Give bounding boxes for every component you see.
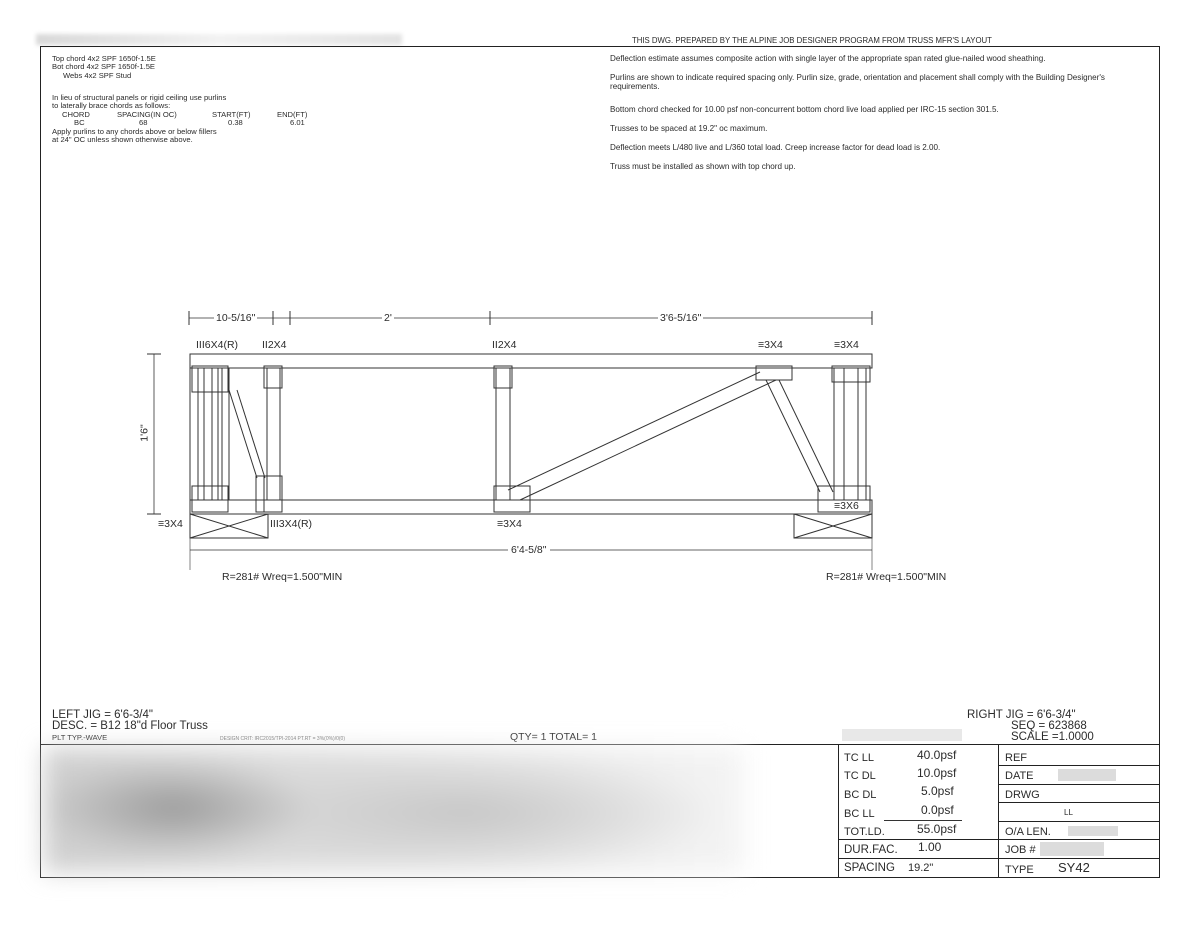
left-support bbox=[190, 514, 268, 538]
load-value-tcll: 40.0psf bbox=[917, 748, 957, 762]
dur-fac-value: 1.00 bbox=[918, 840, 942, 854]
plate-label-bottom-3: ≡3X4 bbox=[497, 518, 522, 530]
plate-label-top-2: II2X4 bbox=[262, 339, 287, 351]
purlin-intro-1: In lieu of structural panels or rigid ceiling use purlins bbox=[52, 93, 227, 102]
sequence: SEQ = 623868 bbox=[1011, 720, 1087, 732]
plate-6x4-top-left bbox=[192, 366, 228, 392]
web-diagonal-long-a bbox=[508, 372, 760, 490]
note-deflection-estimate: Deflection estimate assumes composite action with single layer of the appropriate span rated glue-nailed wood sheathing. bbox=[610, 54, 1046, 63]
scale: SCALE =1.0000 bbox=[1011, 731, 1094, 743]
right-support bbox=[794, 514, 872, 538]
load-value-total: 55.0psf bbox=[917, 822, 957, 836]
web-diagonal-long-b bbox=[520, 380, 776, 500]
plate-3x4r-bottom bbox=[256, 476, 282, 512]
sum-rule bbox=[884, 820, 962, 821]
dim-top-1: 10-5/16" bbox=[216, 312, 256, 324]
web-diagonal-right-a bbox=[766, 380, 820, 492]
program-line: THIS DWG. PREPARED BY THE ALPINE JOB DESIGNER PROGRAM FROM TRUSS MFR'S LAYOUT bbox=[632, 36, 992, 45]
quantity: QTY= 1 TOTAL= 1 bbox=[510, 731, 597, 743]
redacted-field-top bbox=[842, 729, 962, 741]
ref-label: REF bbox=[1005, 752, 1027, 764]
note-spacing: Trusses to be spaced at 19.2" oc maximum. bbox=[610, 124, 768, 133]
plate-label-top-3: II2X4 bbox=[492, 339, 517, 351]
dim-top-2: 2' bbox=[384, 312, 392, 324]
truss-description: DESC. = B12 18"d Floor Truss bbox=[52, 720, 208, 732]
purlin-col-start: START(FT) bbox=[212, 109, 251, 119]
bottom-chord bbox=[190, 500, 872, 514]
plate-label-top-5: ≡3X4 bbox=[834, 339, 859, 351]
plate-3x4-bottom-left bbox=[192, 486, 228, 512]
dim-overall: 6'4-5/8" bbox=[508, 544, 550, 556]
plate-label-top-4: ≡3X4 bbox=[758, 339, 783, 351]
ll-code: LL bbox=[1064, 808, 1073, 817]
type-label: TYPE bbox=[1005, 864, 1034, 876]
plate-label-top-1: III6X4(R) bbox=[196, 339, 239, 351]
load-value-tcdl: 10.0psf bbox=[917, 766, 957, 780]
title-rule-5 bbox=[998, 839, 1160, 840]
date-label: DATE bbox=[1005, 770, 1034, 782]
load-divider-2 bbox=[838, 858, 998, 859]
dim-top-3: 3'6-5/16" bbox=[660, 312, 702, 324]
load-label-total: TOT.LD. bbox=[844, 826, 885, 838]
load-label-tcdl: TC DL bbox=[844, 770, 876, 782]
purlin-outro-2: at 24" OC unless shown otherwise above. bbox=[52, 135, 193, 144]
bot-chord-spec: Bot chord 4x2 SPF 1650f-1.5E bbox=[52, 62, 155, 72]
dur-fac-label: DUR.FAC. bbox=[844, 844, 898, 856]
type-value: SY42 bbox=[1058, 860, 1090, 875]
purlin-col-spacing: SPACING(IN OC) bbox=[117, 109, 177, 119]
purlin-cell-end: 6.01 bbox=[290, 118, 305, 128]
spacing-value: 19.2" bbox=[908, 862, 934, 874]
plate-label-bottom-4: ≡3X6 bbox=[834, 500, 859, 512]
note-installation: Truss must be installed as shown with top chord up. bbox=[610, 162, 796, 171]
plate-3x4-bottom-mid bbox=[494, 486, 530, 512]
load-label-bcll: BC LL bbox=[844, 808, 875, 820]
note-deflection-limits: Deflection meets L/480 live and L/360 total load. Creep increase factor for dead load is 2.00. bbox=[610, 143, 941, 152]
redacted-job bbox=[1040, 842, 1104, 856]
oa-len-label: O/A LEN. bbox=[1005, 826, 1051, 838]
plate-type: PLT TYP.-WAVE bbox=[52, 733, 108, 742]
redacted-date bbox=[1058, 769, 1116, 781]
plate-label-bottom-1: ≡3X4 bbox=[158, 518, 183, 530]
drwg-label: DRWG bbox=[1005, 789, 1040, 801]
purlin-cell-chord: BC bbox=[74, 118, 85, 128]
purlin-col-chord: CHORD bbox=[62, 109, 90, 119]
title-rule-4 bbox=[998, 821, 1160, 822]
load-value-bcll: 0.0psf bbox=[921, 803, 954, 817]
note-purlins: Purlins are shown to indicate required spacing only. Purlin size, grade, orientation and placement shall comply with the Building Designer's requirements. bbox=[610, 73, 1105, 92]
note-bottom-chord: Bottom chord checked for 10.00 psf non-concurrent bottom chord live load applied per IRC-15 section 301.5. bbox=[610, 105, 999, 114]
reaction-right: R=281# Wreq=1.500"MIN bbox=[826, 571, 947, 583]
web-diagonal-right-b bbox=[779, 380, 833, 492]
title-rule-1 bbox=[998, 765, 1160, 766]
plate-2x4-top-2 bbox=[494, 366, 512, 388]
redacted-oa-len bbox=[1068, 826, 1118, 836]
title-rule-3 bbox=[998, 802, 1160, 803]
left-jig: LEFT JIG = 6'6-3/4" bbox=[52, 709, 153, 721]
webs-spec: Webs 4x2 SPF Stud bbox=[63, 70, 132, 80]
purlin-intro-2: to laterally brace chords as follows: bbox=[52, 101, 171, 111]
title-rule-6 bbox=[998, 858, 1160, 859]
purlin-outro-1: Apply purlins to any chords above or below fillers bbox=[52, 126, 217, 136]
spacing-label: SPACING bbox=[844, 862, 895, 874]
purlin-col-end: END(FT) bbox=[277, 109, 308, 119]
reaction-left: R=281# Wreq=1.500"MIN bbox=[222, 571, 343, 583]
redacted-company-block bbox=[44, 748, 744, 872]
load-label-bcdl: BC DL bbox=[844, 789, 877, 801]
right-jig: RIGHT JIG = 6'6-3/4" bbox=[967, 709, 1076, 721]
title-rule-2 bbox=[998, 784, 1160, 785]
job-label: JOB # bbox=[1005, 844, 1036, 856]
purlin-cell-start: 0.38 bbox=[228, 118, 243, 128]
dim-height: 1'6" bbox=[138, 424, 151, 442]
plate-label-bottom-2: III3X4(R) bbox=[270, 518, 313, 530]
design-criteria: DESIGN CRIT: IRC2015/TPI-2014 PT.RT = 3%(0%)/0(0) bbox=[220, 736, 345, 742]
top-chord-spec: Top chord 4x2 SPF 1650f-1.5E bbox=[52, 54, 156, 63]
purlin-cell-spacing: 68 bbox=[139, 118, 148, 128]
load-label-tcll: TC LL bbox=[844, 752, 874, 764]
load-value-bcdl: 5.0psf bbox=[921, 784, 954, 798]
top-dimension-line bbox=[189, 311, 872, 325]
